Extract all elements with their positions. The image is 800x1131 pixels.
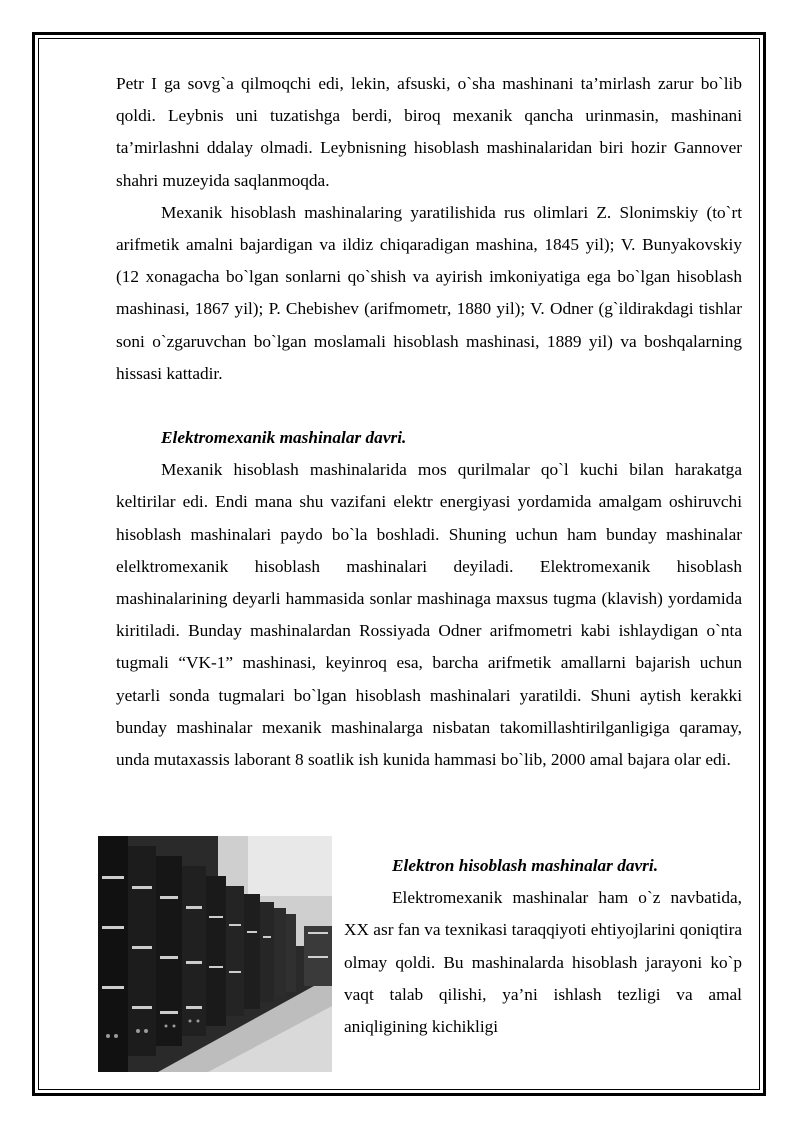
right-column-text [344, 850, 742, 1043]
paragraph-electronic: Elektromexanik mashinalar ham o`z navbatida, XX asr fan va texnikasi taraqqiyoti ehtiyojlarini qoniqtira olmay qoldi. Bu mashinalarda hisoblash jarayoni ko`p vaqt talab qilishi, ya’ni ishlash tezligi va amal aniqligining kichikligi [344, 888, 742, 1037]
paragraph-gap [116, 390, 742, 422]
paragraph-electromechanical: Mexanik hisoblash mashinalarida mos qurilmalar qo`l kuchi bilan harakatga keltirilar edi. Endi mana shu vazifani elektr energiyasi yordamida amalgam oshiruvchi hisoblash mashinalari paydo bo`la boshladi. Shuning uchun ham bunday mashinalar elelktromexanik hisoblash mashinalari deyiladi. Elektromexanik hisoblash mashinalarining deyarli hammasida sonlar mashinaga maxsus tugma (klavish) yordamida kiritiladi. Bunday mashinalardan Rossiyada Odner arifmometri kabi ishlaydigan o`nta tugmali “VK-1” mashinasi, keyinroq esa, barcha arifmetik amallarni bajarish uchun yetarli sonda tugmalari bo`lgan hisoblash mashinalari yaratildi. Shuni aytish kerakki bunday mashinalar mexanik mashinalarga nisbatan takomillashtirilganligiga qaramay, unda mutaxassis laborant 8 soatlik ish kunida hammasi bo`lib, 2000 amal bajara olar edi. [116, 460, 742, 770]
paragraph-leibniz: Petr I ga sovg`a qilmoqchi edi, lekin, afsuski, o`sha mashinani ta’mirlash zarur bo`lib qoldi. Leybnis uni tuzatishga berdi, biroq mexanik qancha urinmasin, mashinani ta’mirlashni ddalay olmadi. Leybnisning hisoblash mashinalaridan biri hozir Gannover shahri muzeyida saqlanmoqda. [116, 74, 742, 190]
heading-electronic-era: Elektron hisoblash mashinalar davri. [392, 856, 659, 875]
heading-electromechanical-era: Elektromexanik mashinalar davri. [161, 428, 407, 448]
paragraph-mechanical-machines: Mexanik hisoblash mashinalaring yaratilishida rus olimlari Z. Slonimskiy (to`rt arifmetik amalni bajardigan va ildiz chiqaradigan mashina, 1845 yil); V. Bunyakovskiy (12 xonagacha bo`lgan sonlarni qo`shish va ayirish imkoniyatiga ega bo`lgan hisoblash mashinasi, 1867 yil); P. Chebishev (arifmometr, 1880 yil); V. Odner (g`ildirakdagi tishlar soni o`zgaruvchan bo`lgan moslamali hisoblash mashinasi, 1889 yil) va boshqalarning hissasi kattadir. [116, 202, 742, 383]
computer-room-photo [98, 836, 332, 1072]
document-body [116, 68, 742, 776]
